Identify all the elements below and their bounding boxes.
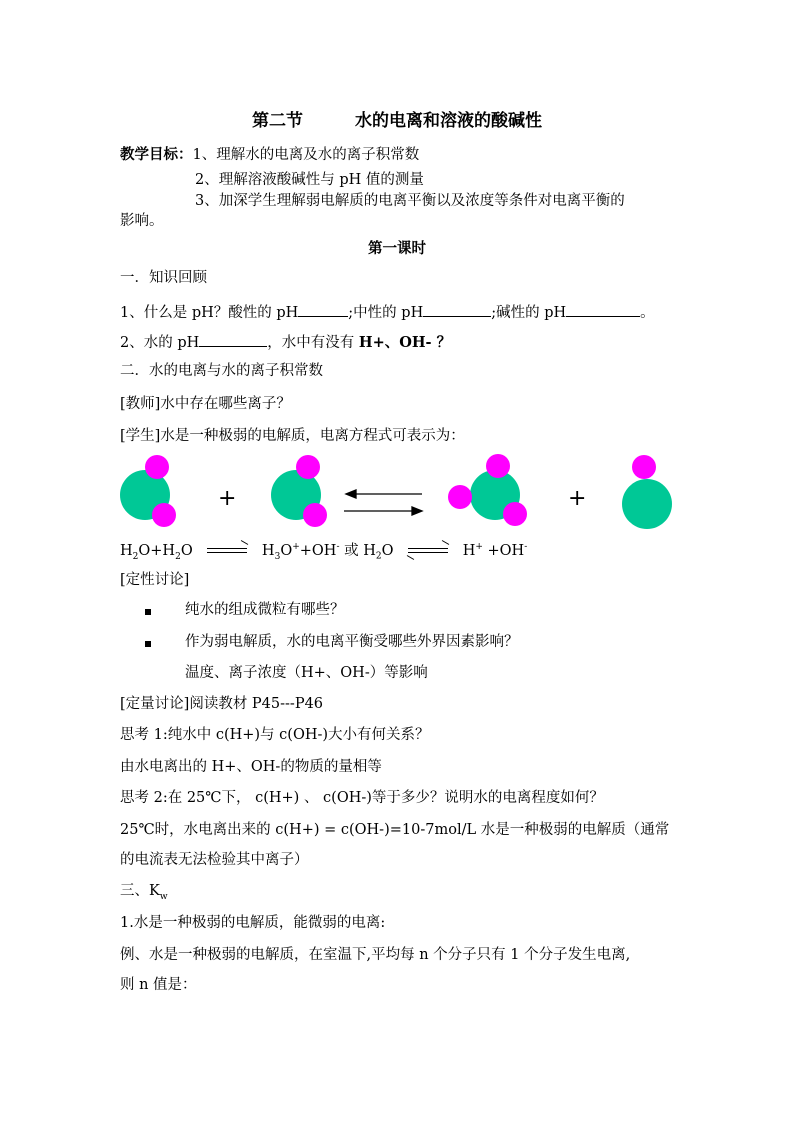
eq-lhs: $H_2O+H_2O$ <box>120 542 193 562</box>
q2-text-a: 2、水的 pH <box>120 335 200 351</box>
section3-p2: 例、水是一种极弱的电解质，在室温下,平均每 n 个分子只有 1 个分子发生电离, <box>120 947 631 963</box>
hydrogen-atom <box>145 455 169 479</box>
answer-2: 25℃时，水电离出来的 c(H+) = c(OH-)=10-7mol/L 水是一种极弱的电解质（通常 <box>120 822 670 838</box>
water-molecule-2 <box>271 455 327 527</box>
equilibrium-arrows <box>344 490 422 515</box>
blank-base-ph[interactable] <box>566 302 640 317</box>
eq-or: 或 H <box>339 542 376 559</box>
hydronium-ion <box>448 454 527 526</box>
bullet-icon <box>145 609 151 615</box>
student-line: [学生]水是一种极弱的电解质，电离方程式可表示为： <box>120 428 465 444</box>
equilibrium-arrow-1 <box>207 546 247 556</box>
blank-acid-ph[interactable] <box>298 302 348 317</box>
section1-heading: 一．知识回顾 <box>120 270 207 286</box>
teacher-line: [教师]水中存在哪些离子？ <box>120 396 291 412</box>
think-1: 思考 1:纯水中 c(H+)与 c(OH-)大小有何关系？ <box>120 727 430 743</box>
eq-rhs-2: H+ +OH- <box>462 542 528 559</box>
hydrogen-atom <box>448 485 472 509</box>
section-number: 第二节 <box>252 111 303 131</box>
section3-p3: 则 n 值是： <box>120 977 197 993</box>
q2-text-b: ，水中有没有 <box>267 335 359 351</box>
qualitative-bullet-2: 作为弱电解质，水的电离平衡受哪些外界因素影响？ <box>185 634 519 650</box>
blank-neutral-ph[interactable] <box>423 302 491 317</box>
objective-line-1 <box>120 146 419 164</box>
page-title <box>0 106 794 131</box>
objective-3: 3、加深学生理解弱电解质的电离平衡以及浓度等条件对电离平衡的 <box>195 193 625 209</box>
section3-heading: 三、$K_w$ <box>120 883 168 902</box>
eq-rhs-1: $H_3O^++OH^-$ <box>261 542 340 562</box>
qualitative-answer: 温度、离子浓度（H+、OH-）等影响 <box>185 665 428 681</box>
hydrogen-atom <box>632 455 656 479</box>
qualitative-heading: [定性讨论] <box>120 572 190 588</box>
q1-text-c: ;碱性的 pH <box>491 305 567 321</box>
blank-water-ph[interactable] <box>199 332 267 347</box>
eq-o: O <box>381 542 394 559</box>
plus-sign-1: + <box>218 486 237 511</box>
objective-1: 1、理解水的电离及水的离子积常数 <box>192 147 420 163</box>
objective-3-cont: 影响。 <box>120 213 164 229</box>
plus-sign-2: + <box>568 486 587 511</box>
q1-text-d: 。 <box>640 305 655 321</box>
think-2: 思考 2:在 25℃下， c(H+) 、 c(OH-)等于多少？说明水的电离程度如何？ <box>120 790 604 806</box>
hydrogen-atom <box>303 503 327 527</box>
section3-p1: 1.水是一种极弱的电解质，能微弱的电离: <box>120 915 386 931</box>
hydrogen-atom <box>296 455 320 479</box>
section2-heading: 二．水的电离与水的离子积常数 <box>120 363 323 379</box>
hydrogen-atom <box>486 454 510 478</box>
quantitative-heading: [定量讨论]阅读教材 P45---P46 <box>120 696 324 712</box>
answer-1: 由水电离出的 H+、OH-的物质的量相等 <box>120 759 382 775</box>
qualitative-bullet-1: 纯水的组成微粒有哪些？ <box>185 602 345 618</box>
eq-sub: 2 <box>375 551 382 562</box>
q1-text-a: 1、什么是 pH？酸性的 pH <box>120 305 299 321</box>
equilibrium-arrow-2 <box>408 546 448 556</box>
section-title: 水的电离和溶液的酸碱性 <box>355 111 542 131</box>
hydrogen-atom <box>152 503 176 527</box>
q2-text-c: H+、OH- ？ <box>358 334 452 351</box>
oxygen-atom <box>622 479 672 529</box>
water-molecule-1 <box>120 455 176 527</box>
question-2 <box>120 332 451 352</box>
bullet-icon <box>145 641 151 647</box>
objective-2: 2、理解溶液酸碱性与 pH 值的测量 <box>195 172 424 188</box>
objectives-label: 教学目标： <box>120 146 193 163</box>
lesson-title: 第一课时 <box>368 240 426 257</box>
hydrogen-atom <box>503 502 527 526</box>
question-1 <box>120 302 655 322</box>
hydroxide-ion <box>622 455 672 529</box>
ionization-diagram <box>110 450 690 540</box>
ionization-equation <box>120 542 527 563</box>
answer-2-cont: 的电流表无法检验其中离子） <box>120 852 309 868</box>
q1-text-b: ;中性的 pH <box>348 305 424 321</box>
